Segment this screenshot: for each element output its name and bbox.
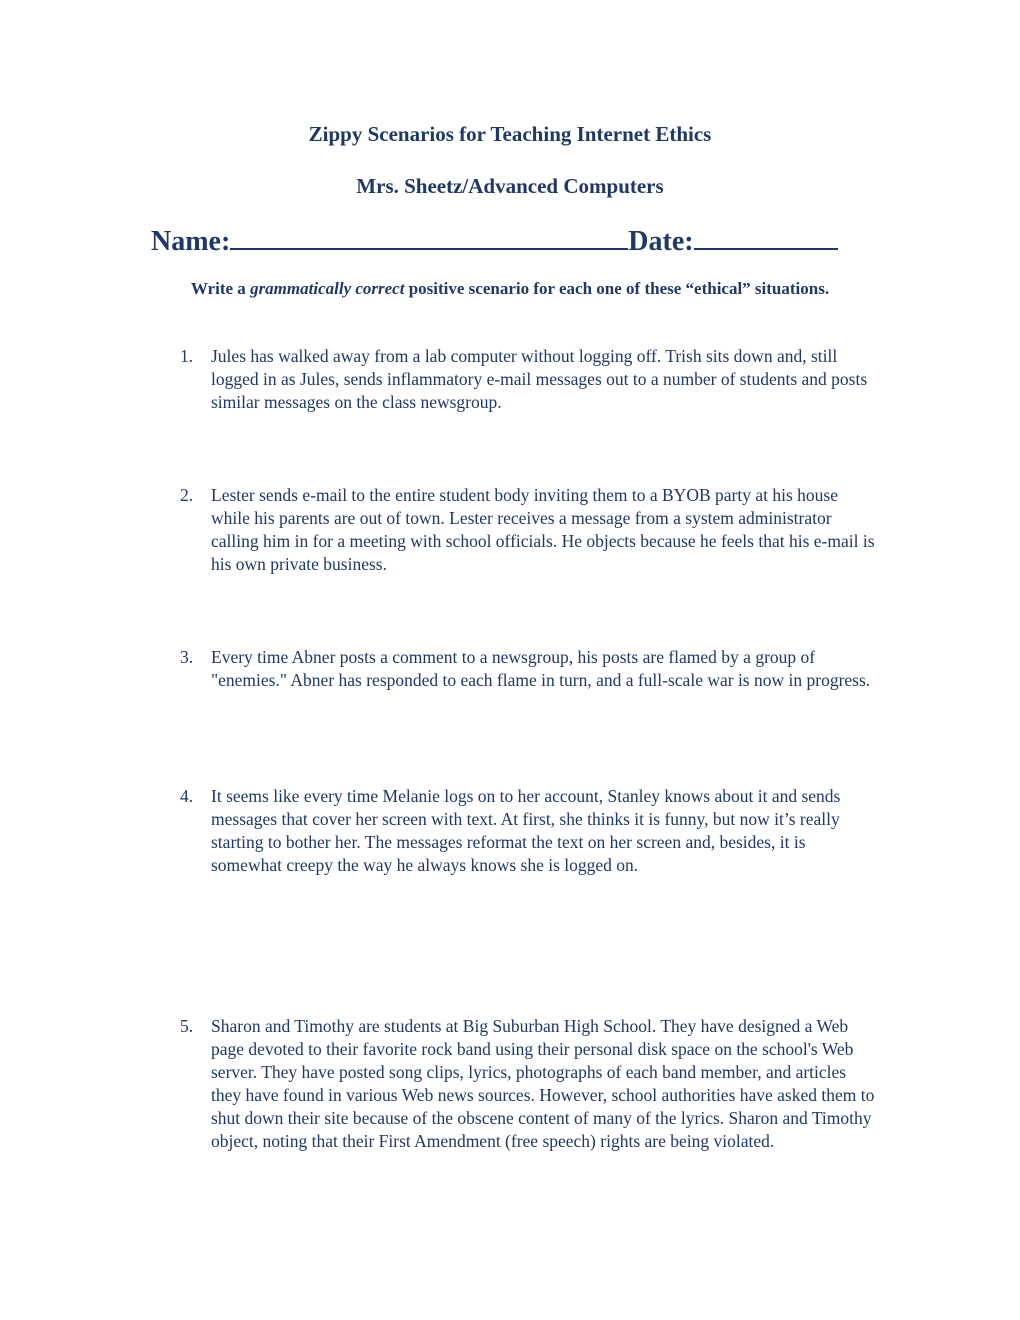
scenario-number: 2.	[180, 485, 194, 505]
instructions	[165, 277, 855, 300]
scenario-item-4	[180, 785, 880, 877]
date-field[interactable]	[694, 222, 838, 250]
scenario-text: Jules has walked away from a lab computer without logging off. Trish sits down and, still logged in as Jules, sends inflammatory e-mail messages out to a number of students and posts similar messages on the class newsgroup.	[211, 346, 868, 412]
scenario-item-3	[180, 646, 880, 692]
scenario-text: Lester sends e-mail to the entire student body inviting them to a BYOB party at his house while his parents are out of town. Lester receives a message from a system administrator calling him in for a meeting with school officials. He objects because he feels that his e-mail is his own private business.	[211, 485, 875, 574]
instructions-prefix: Write a	[190, 279, 251, 298]
name-date-line	[151, 222, 838, 258]
name-field[interactable]	[230, 222, 628, 250]
page-title: Zippy Scenarios for Teaching Internet Ethics	[308, 122, 712, 146]
scenario-number: 4.	[180, 786, 194, 806]
scenario-number: 1.	[180, 346, 194, 366]
scenario-number: 3.	[180, 647, 194, 667]
instructions-suffix: positive scenario for each one of these “ethical” situations.	[404, 279, 830, 298]
scenario-item-1	[180, 345, 880, 414]
name-label: Name:	[151, 226, 231, 257]
scenario-item-2	[180, 484, 880, 576]
date-label: Date:	[628, 226, 694, 257]
page-subtitle: Mrs. Sheetz/Advanced Computers	[356, 174, 664, 198]
instructions-emphasis: grammatically correct	[250, 279, 405, 298]
scenario-text: Every time Abner posts a comment to a newsgroup, his posts are flamed by a group of "enemies." Abner has responded to each flame in turn, and a full-scale war is now in progress.	[211, 647, 871, 690]
scenario-item-5	[180, 1015, 880, 1153]
scenario-text: Sharon and Timothy are students at Big Suburban High School. They have designed a Web page devoted to their favorite rock band using their personal disk space on the school's Web server. They have posted song clips, lyrics, photographs of each band member, and articles they have found in various Web news sources. However, school authorities have asked them to shut down their site because of the obscene content of many of the lyrics. Sharon and Timothy object, noting that their First Amendment (free speech) rights are being violated.	[211, 1016, 875, 1151]
scenario-text: It seems like every time Melanie logs on to her account, Stanley knows about it and sends messages that cover her screen with text. At first, she thinks it is funny, but now it’s really starting to bother her. The messages reformat the text on her screen and, besides, it is somewhat creepy the way he always knows she is logged on.	[211, 786, 841, 875]
scenario-number: 5.	[180, 1016, 194, 1036]
